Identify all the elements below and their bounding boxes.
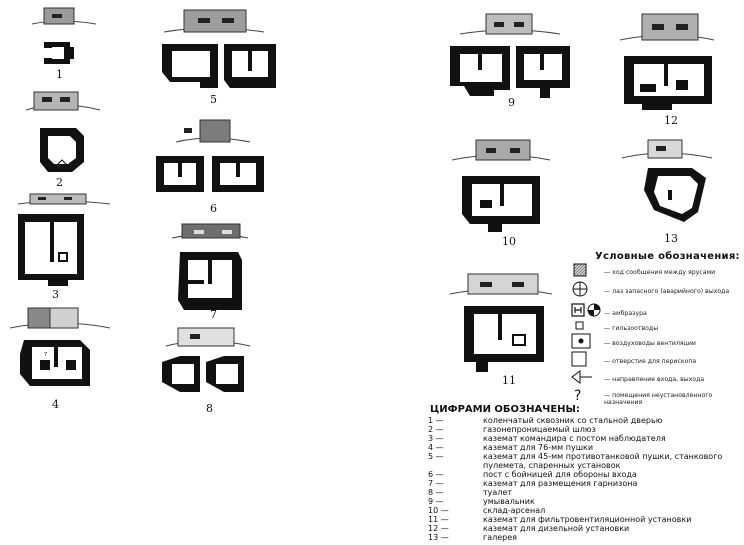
figure-number-3: 3 (52, 288, 59, 301)
key-number: 7 — (428, 479, 444, 488)
key-number: 4 — (428, 443, 444, 452)
bunker-10-elevation (452, 140, 550, 160)
key-text: каземат для 45-мм противотанковой пушки, станкового пулемета, спаренных установок (483, 452, 723, 470)
key-text: газонепроницаемый шлюз (483, 425, 596, 434)
bunker-11-elevation (450, 274, 552, 294)
figure-number-11: 11 (502, 374, 516, 387)
key-text: коленчатый сквозник со стальной дверью (483, 416, 663, 425)
figure-number-7: 7 (210, 308, 217, 321)
bunker-2-elevation (26, 92, 100, 110)
bunker-13-plan (644, 168, 706, 222)
bunker-7-elevation (172, 224, 248, 238)
key-number: 11 — (428, 515, 449, 524)
key-number: 10 — (428, 506, 449, 515)
bunker-9 (450, 14, 570, 109)
key-text: каземат для фильтровентиляционной установки (483, 515, 692, 524)
key-text: склад-арсенал (483, 506, 546, 515)
key-text: пост с бойницей для обороны входа (483, 470, 637, 479)
bunker-6-elevation (176, 120, 250, 142)
figure-number-13: 13 (664, 232, 678, 245)
bunker-8-elevation (166, 328, 250, 346)
bunker-5-elevation (164, 10, 264, 32)
legend-title: Условные обозначения: (595, 251, 740, 262)
bunker-2-plan (40, 128, 84, 172)
legend-item-label: — гильзоотводы (604, 325, 659, 332)
bunker-8 (162, 328, 250, 415)
key-text: каземат для 76-мм пушки (483, 443, 594, 452)
key-text: каземат для дизельной установки (483, 524, 630, 533)
key-number: 3 — (428, 434, 444, 443)
bunker-9-elevation (460, 14, 560, 34)
bunker-1-elevation (32, 8, 96, 24)
figure-number-4: 4 (52, 398, 59, 411)
key-number: 12 — (428, 524, 449, 533)
key-text: туалет (483, 488, 512, 497)
bunker-12-plan (624, 56, 712, 110)
bunker-6-plan (156, 156, 264, 192)
key-number: 6 — (428, 470, 444, 479)
bunker-3 (18, 194, 110, 301)
figure-number-10: 10 (502, 235, 516, 248)
key-number: 2 — (428, 425, 444, 434)
bunker-10 (452, 140, 550, 248)
key-title: ЦИФРАМИ ОБОЗНАЧЕНЫ: (430, 404, 580, 415)
bunker-11 (450, 274, 552, 387)
bunker-13 (622, 140, 712, 245)
figure-number-5: 5 (210, 93, 217, 106)
key-number: 1 — (428, 416, 444, 425)
key-text: умывальник (483, 497, 535, 506)
legend-item-label: — воздуховоды вентиляции (604, 340, 696, 347)
bunker-6 (156, 120, 264, 215)
bunker-3-elevation (18, 194, 110, 204)
key-text: каземат для размещения гарнизона (483, 479, 638, 488)
figure-number-6: 6 (210, 202, 217, 215)
bunker-12-elevation (620, 14, 714, 40)
bunker-2 (26, 92, 100, 189)
key-text: каземат командира с постом наблюдателя (483, 434, 666, 443)
svg-text:?: ? (574, 388, 582, 404)
bunker-4-plan (20, 340, 90, 386)
bunker-9-plan (450, 46, 570, 98)
legend-item (572, 285, 742, 307)
bunker-1 (32, 8, 96, 81)
bunker-11-plan (464, 306, 544, 372)
figure-number-9: 9 (508, 96, 515, 109)
key-number: 9 — (428, 497, 444, 506)
bunker-4 (10, 308, 110, 411)
bunker-7 (172, 224, 248, 321)
bunker-4-elevation (10, 308, 110, 328)
key-number: 8 — (428, 488, 444, 497)
bunker-10-plan (462, 176, 540, 232)
bunker-3-plan (18, 214, 84, 286)
key-number: 5 — (428, 452, 444, 461)
key-number: 13 — (428, 533, 449, 542)
legend-item-label: — направление входа, выхода (604, 376, 705, 383)
legend-item-label: — амбразура (604, 310, 647, 317)
figure-number-8: 8 (206, 402, 213, 415)
figure-number-2: 2 (56, 176, 63, 189)
bunker-12 (620, 14, 714, 127)
legend-item (572, 389, 742, 411)
figure-number-1: 1 (56, 68, 63, 81)
legend-item-label: — лаз запасного (аварийного) выхода (604, 288, 730, 295)
svg-text:7: 7 (44, 352, 48, 358)
bunker-5-plan (162, 44, 276, 88)
legend-item-label: — помещения неустановленного назначения (604, 392, 713, 406)
legend-item-label: — отверстие для перископа (604, 358, 697, 365)
bunker-13-elevation (622, 140, 712, 158)
legend-item-label: — ход сообщения между ярусами (604, 269, 716, 276)
figure-number-12: 12 (664, 114, 678, 127)
bunker-1-plan (44, 42, 74, 64)
bunker-5 (162, 10, 276, 106)
bunker-8-plan (162, 356, 244, 392)
key-text: галерея (483, 533, 517, 542)
bunker-7-plan (178, 252, 242, 310)
